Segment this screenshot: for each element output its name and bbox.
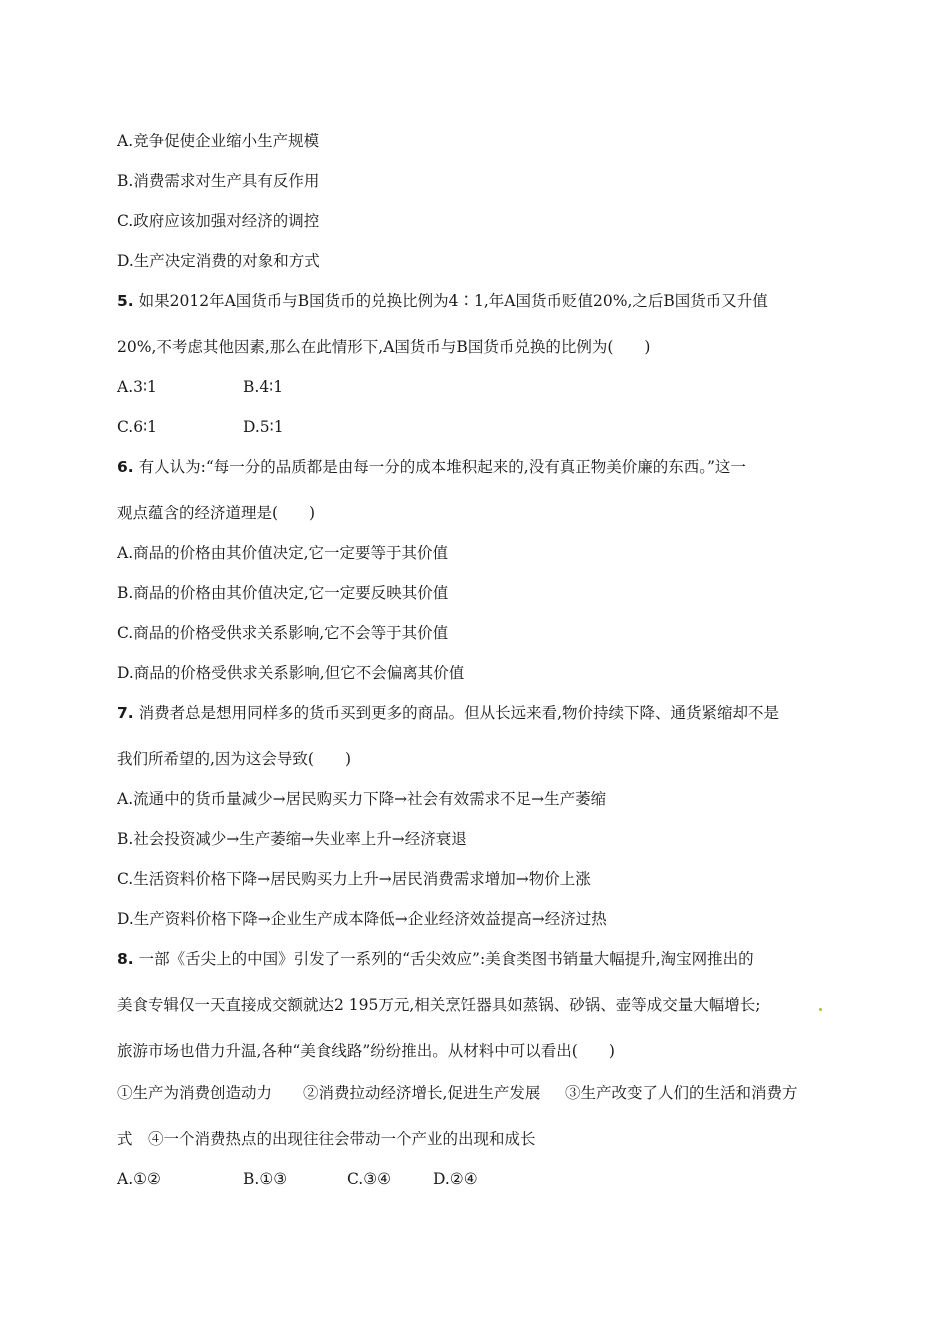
q5-options-row2 (117, 417, 837, 437)
q5-stem-text1: 如果2012年A国货币与B国货币的兑换比例为4∶1,年A国货币贬值20%,之后B国货币又升值 (138, 292, 768, 310)
q6-stem-line1 (117, 457, 746, 477)
q7-option-c: C.生活资料价格下降→居民购买力上升→居民消费需求增加→物价上涨 (117, 870, 591, 888)
q7-stem-text1: 消费者总是想用同样多的货币买到更多的商品。但从长远来看,物价持续下降、通货紧缩却不是 (138, 704, 780, 722)
scan-speck (819, 1008, 822, 1011)
q4-option-d: D.生产决定消费的对象和方式 (117, 252, 320, 270)
q5-option-d: D.5∶1 (243, 418, 284, 436)
q5-stem-line2: 20%,不考虑其他因素,那么在此情形下,A国货币与B国货币兑换的比例为( ) (117, 338, 651, 356)
q8-option-b: B.①③ (243, 1170, 288, 1188)
q8-statement-3: ③生产改变了人们的生活和消费方 (565, 1084, 798, 1102)
q7-number: 7. (117, 704, 134, 722)
q8-stem-text1: 一部《舌尖上的中国》引发了一系列的“舌尖效应”:美食类图书销量大幅提升,淘宝网推出的 (138, 950, 754, 968)
q4-option-b: B.消费需求对生产具有反作用 (117, 172, 320, 190)
q8-stem-line1 (117, 949, 754, 969)
q7-option-b: B.社会投资减少→生产萎缩→失业率上升→经济衰退 (117, 830, 467, 848)
q8-statement-1: ①生产为消费创造动力 (117, 1084, 273, 1102)
q7-stem-line1 (117, 703, 779, 723)
q5-options-row1 (117, 377, 837, 397)
q6-option-a: A.商品的价格由其价值决定,它一定要等于其价值 (117, 544, 449, 562)
q6-option-c: C.商品的价格受供求关系影响,它不会等于其价值 (117, 624, 449, 642)
q8-statements-line1 (117, 1083, 837, 1103)
q8-options-row (117, 1169, 837, 1189)
q5-option-a: A.3∶1 (117, 378, 157, 396)
q8-stem-line3: 旅游市场也借力升温,各种“美食线路”纷纷推出。从材料中可以看出( ) (117, 1042, 615, 1060)
q7-stem-line2: 我们所希望的,因为这会导致( ) (117, 750, 352, 768)
q5-stem-line1 (117, 291, 768, 311)
q6-number: 6. (117, 458, 134, 476)
q8-number: 8. (117, 950, 134, 968)
q4-option-a: A.竞争促使企业缩小生产规模 (117, 132, 320, 150)
q8-option-d: D.②④ (433, 1170, 478, 1188)
q8-statement-2: ②消费拉动经济增长,促进生产发展 (303, 1084, 541, 1102)
q4-option-c: C.政府应该加强对经济的调控 (117, 212, 320, 230)
q7-option-a: A.流通中的货币量减少→居民购买力下降→社会有效需求不足→生产萎缩 (117, 790, 607, 808)
q5-option-c: C.6∶1 (117, 418, 157, 436)
q5-number: 5. (117, 292, 134, 310)
q6-option-b: B.商品的价格由其价值决定,它一定要反映其价值 (117, 584, 449, 602)
q8-stem-line2: 美食专辑仅一天直接成交额就达2 195万元,相关烹饪器具如蒸锅、砂锅、壶等成交量大幅增长; (117, 996, 761, 1014)
q7-option-d: D.生产资料价格下降→企业生产成本降低→企业经济效益提高→经济过热 (117, 910, 607, 928)
q6-stem-text1: 有人认为:“每一分的品质都是由每一分的成本堆积起来的,没有真正物美价廉的东西。”这一 (138, 458, 746, 476)
q8-option-a: A.①② (117, 1170, 161, 1188)
q8-option-c: C.③④ (347, 1170, 392, 1188)
q5-option-b: B.4∶1 (243, 378, 284, 396)
q8-statements-line2: 式 ④一个消费热点的出现往往会带动一个产业的出现和成长 (117, 1130, 536, 1148)
q6-stem-line2: 观点蕴含的经济道理是( ) (117, 504, 316, 522)
q6-option-d: D.商品的价格受供求关系影响,但它不会偏离其价值 (117, 664, 465, 682)
